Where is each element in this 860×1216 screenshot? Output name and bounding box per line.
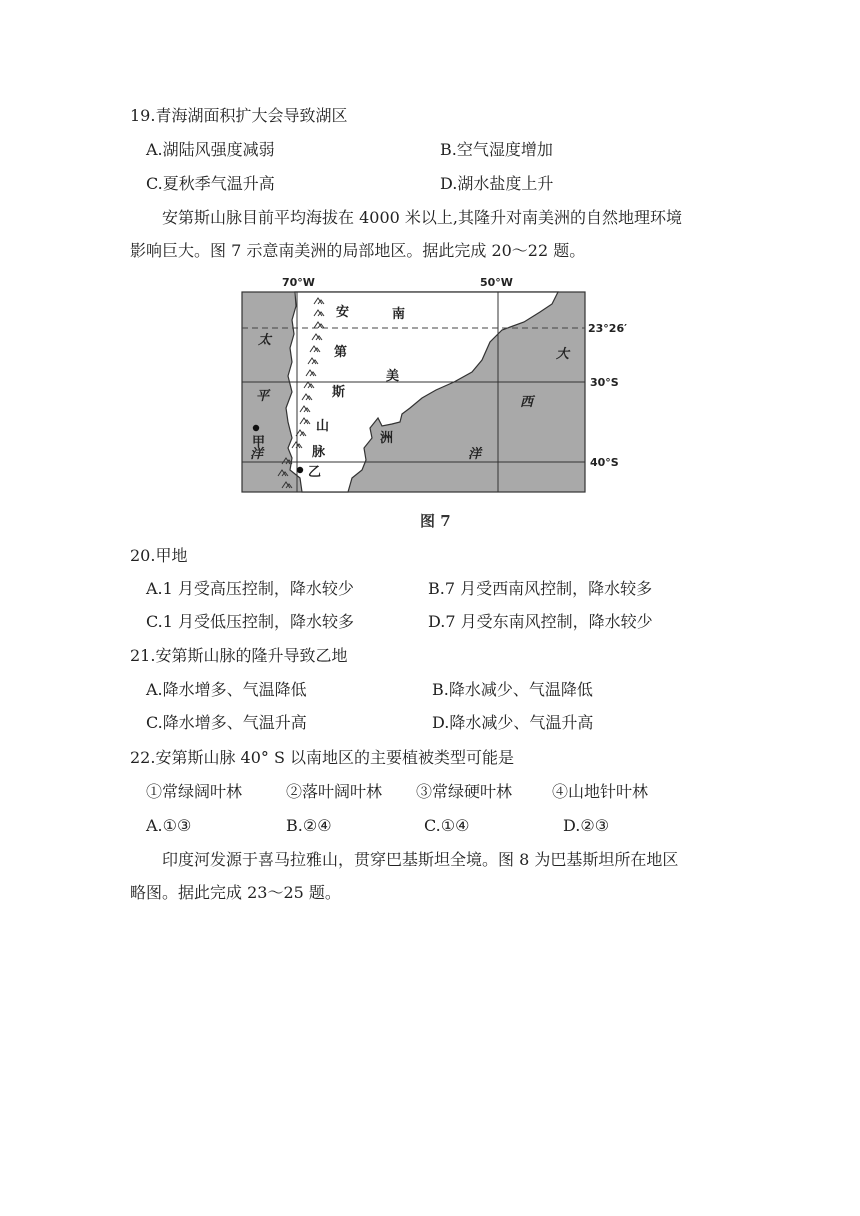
label-50w: 50°W xyxy=(480,276,513,289)
label-continent-1: 南 xyxy=(392,307,406,322)
q21-option-d: D.降水减少、气温升高 xyxy=(432,713,594,732)
label-30s: 30°S xyxy=(590,376,619,389)
q21-option-a: A.降水增多、气温降低 xyxy=(146,680,307,699)
passage1-line2: 影响巨大。图 7 示意南美洲的局部地区。据此完成 20～22 题。 xyxy=(130,241,586,260)
label-continent-3: 洲 xyxy=(380,431,394,446)
q21-option-b: B.降水减少、气温降低 xyxy=(432,680,593,699)
q22-option-c: C.①④ xyxy=(424,816,470,835)
q20-option-a: A.1 月受高压控制，降水较少 xyxy=(146,579,354,598)
q20-option-c: C.1 月受低压控制，降水较多 xyxy=(146,612,355,631)
label-pacific-1: 太 xyxy=(258,333,272,348)
q19-option-b: B.空气湿度增加 xyxy=(440,140,553,159)
label-andes-4: 山 xyxy=(316,419,330,434)
passage2-line2: 略图。据此完成 23～25 题。 xyxy=(130,883,341,902)
label-andes-5: 脉 xyxy=(312,445,326,460)
label-andes-1: 安 xyxy=(336,305,350,320)
label-andes-3: 斯 xyxy=(332,385,346,400)
q22-item-3: ③常绿硬叶林 xyxy=(416,782,513,801)
label-point-jia: 甲 xyxy=(252,435,266,450)
label-pacific-3: 洋 xyxy=(250,447,264,462)
label-atlantic-3: 洋 xyxy=(468,447,482,462)
q19-stem: 19.青海湖面积扩大会导致湖区 xyxy=(130,106,348,125)
q22-option-b: B.②④ xyxy=(286,816,332,835)
label-40s: 40°S xyxy=(590,456,619,469)
q20-option-d: D.7 月受东南风控制，降水较少 xyxy=(428,612,653,631)
q21-stem: 21.安第斯山脉的隆升导致乙地 xyxy=(130,646,348,665)
label-atlantic-2: 西 xyxy=(520,395,534,410)
label-tropic: 23°26′ xyxy=(588,322,628,335)
q22-stem: 22.安第斯山脉 40° S 以南地区的主要植被类型可能是 xyxy=(130,748,515,767)
label-70w: 70°W xyxy=(282,276,315,289)
q19-option-a: A.湖陆风强度减弱 xyxy=(146,140,275,159)
label-pacific-2: 平 xyxy=(256,389,270,404)
label-andes-2: 第 xyxy=(334,345,348,360)
passage2-line1: 印度河发源于喜马拉雅山，贯穿巴基斯坦全境。图 8 为巴基斯坦所在地区 xyxy=(162,850,679,869)
label-continent-2: 美 xyxy=(386,369,400,384)
q22-item-1: ①常绿阔叶林 xyxy=(146,782,243,801)
point-jia-marker xyxy=(253,425,259,431)
q20-option-b: B.7 月受西南风控制，降水较多 xyxy=(428,579,653,598)
label-point-yi: 乙 xyxy=(308,465,322,480)
passage1-line1: 安第斯山脉目前平均海拔在 4000 米以上,其隆升对南美洲的自然地理环境 xyxy=(162,208,682,227)
point-yi-marker xyxy=(297,467,303,473)
q20-stem: 20.甲地 xyxy=(130,546,188,565)
figure-caption: 图 7 xyxy=(420,512,451,530)
figure-7-map xyxy=(240,272,640,534)
q22-item-2: ②落叶阔叶林 xyxy=(286,782,383,801)
q21-option-c: C.降水增多、气温升高 xyxy=(146,713,307,732)
q22-item-4: ④山地针叶林 xyxy=(552,782,649,801)
q22-option-d: D.②③ xyxy=(563,816,610,835)
q19-option-d: D.湖水盐度上升 xyxy=(440,174,554,193)
q19-option-c: C.夏秋季气温升高 xyxy=(146,174,275,193)
label-atlantic-1: 大 xyxy=(556,347,570,362)
q22-option-a: A.①③ xyxy=(146,816,192,835)
